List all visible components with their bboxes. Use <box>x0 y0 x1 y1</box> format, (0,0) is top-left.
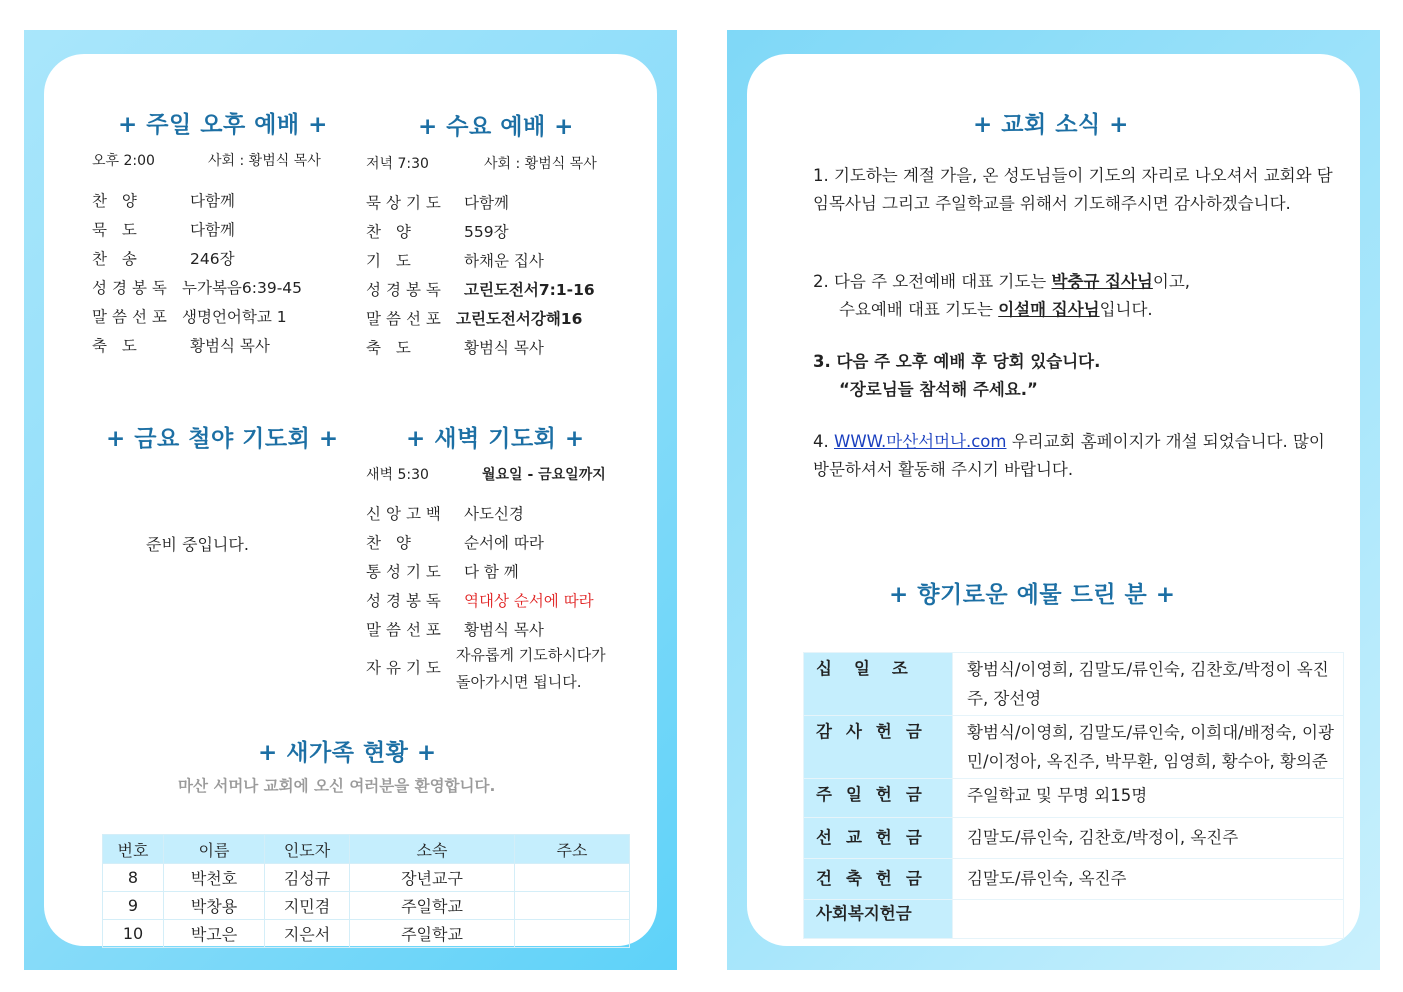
news-text: 2. 다음 주 오전예배 대표 기도는 <box>813 272 1052 291</box>
free-prayer-line: 자유롭게 기도하시다가 <box>456 646 606 664</box>
cell <box>515 892 630 920</box>
friday-prayer-title: + 금요 철야 기도회 + <box>106 426 339 452</box>
dawn-days: 월요일 - 금요일까지 <box>482 467 606 483</box>
right-page <box>727 30 1380 970</box>
wednesday-host: 사회 : 황범식 목사 <box>484 156 597 172</box>
offering-names: 김말도/류인숙, 옥진주 <box>953 859 1344 900</box>
row-label: 찬 양 <box>92 192 142 210</box>
row-label: 성경봉독 <box>366 281 446 299</box>
col-header: 인도자 <box>265 835 350 864</box>
sunday-service-title: + 주일 오후 예배 + <box>118 112 328 138</box>
cell: 박창용 <box>164 892 265 920</box>
row-value: 사도신경 <box>464 505 524 523</box>
free-prayer-line: 돌아가시면 됩니다. <box>456 673 582 691</box>
cell: 박천호 <box>164 864 265 892</box>
dawn-time: 새벽 5:30 <box>366 467 429 483</box>
col-header: 주소 <box>515 835 630 864</box>
cell: 장년교구 <box>350 864 515 892</box>
news-item-3 <box>813 348 1337 404</box>
news-text: “장로님들 참석해 주세요.” <box>839 380 1038 399</box>
col-header: 번호 <box>103 835 164 864</box>
cell: 주일학교 <box>350 892 515 920</box>
prayer-leader-name: 이설매 집사님 <box>998 300 1100 319</box>
wednesday-service-title: + 수요 예배 + <box>418 114 574 140</box>
table-row <box>103 920 630 948</box>
cell: 9 <box>103 892 164 920</box>
row-value: 황범식 목사 <box>190 337 270 355</box>
newcomers-table <box>102 834 630 948</box>
cell: 주일학교 <box>350 920 515 948</box>
wednesday-time: 저녁 7:30 <box>366 156 429 172</box>
free-prayer-text <box>456 642 606 696</box>
cell: 박고은 <box>164 920 265 948</box>
news-text: 4. <box>813 432 834 451</box>
row-label: 묵 도 <box>92 221 142 239</box>
church-news-title: + 교회 소식 + <box>973 112 1129 138</box>
row-label: 신앙고백 <box>366 505 446 523</box>
row-value: 고린도전서7:1-16 <box>464 281 595 299</box>
left-card <box>44 54 657 946</box>
row-value: 246장 <box>190 250 235 268</box>
offering-label: 사회복지헌금 <box>804 900 953 939</box>
offering-names: 김말도/류인숙, 김찬호/박정이, 옥진주 <box>953 818 1344 859</box>
offering-names: 주일학교 및 무명 외15명 <box>953 779 1344 818</box>
cell <box>515 920 630 948</box>
table-row <box>804 779 1344 818</box>
welcome-text: 마산 서머나 교회에 오신 여러분을 환영합니다. <box>178 777 496 795</box>
table-row <box>804 716 1344 779</box>
row-value: 다 함 께 <box>464 563 519 581</box>
row-label: 자유기도 <box>366 659 446 677</box>
cell: 8 <box>103 864 164 892</box>
col-header: 소속 <box>350 835 515 864</box>
offering-names: 황범식/이영희, 김말도/류인숙, 이희대/배정숙, 이광민/이정아, 옥진주, 박무환, 임영희, 황수아, 황의준 <box>953 716 1344 779</box>
news-item-1 <box>813 162 1337 218</box>
cell: 지민겸 <box>265 892 350 920</box>
sunday-host: 사회 : 황범식 목사 <box>208 153 321 169</box>
row-label: 말씀선포 <box>366 621 446 639</box>
row-value: 다함께 <box>190 192 235 210</box>
row-value: 순서에 따라 <box>464 534 544 552</box>
row-value: 고린도전서강해16 <box>456 310 583 328</box>
row-value: 역대상 순서에 따라 <box>464 592 594 610</box>
news-text: 1. 기도하는 계절 가을, 온 성도님들이 기도의 자리로 나오셔서 교회와 담임목사님 그리고 주일학교를 위해서 기도해주시면 감사하겠습니다. <box>813 166 1333 213</box>
table-header-row <box>103 835 630 864</box>
row-label: 기 도 <box>366 252 416 270</box>
row-value: 생명언어학교 1 <box>182 308 287 326</box>
right-card <box>747 54 1360 946</box>
offering-label: 선교헌금 <box>804 818 953 859</box>
news-text: 이고, <box>1152 272 1190 291</box>
row-value: 다함께 <box>190 221 235 239</box>
row-label: 찬 양 <box>366 223 416 241</box>
news-text: 입니다. <box>1099 300 1153 319</box>
left-page <box>24 30 677 970</box>
row-label: 말씀선포 <box>366 310 446 328</box>
row-value: 황범식 목사 <box>464 339 544 357</box>
offering-names <box>953 900 1344 939</box>
homepage-link[interactable]: WWW.마산서머나.com <box>834 432 1007 451</box>
table-row <box>103 864 630 892</box>
table-row <box>804 653 1344 716</box>
row-label: 통성기도 <box>366 563 446 581</box>
cell: 김성규 <box>265 864 350 892</box>
news-text: 수요예배 대표 기도는 <box>839 300 999 319</box>
row-value: 559장 <box>464 223 509 241</box>
row-value: 누가복음6:39-45 <box>182 279 303 297</box>
news-item-2 <box>813 268 1337 324</box>
cell <box>515 864 630 892</box>
offering-label: 감사헌금 <box>804 716 953 779</box>
table-row <box>804 818 1344 859</box>
offering-table <box>803 652 1344 939</box>
offering-label: 십일조 <box>804 653 953 716</box>
prayer-leader-name: 박충규 집사님 <box>1051 272 1153 291</box>
row-label: 축 도 <box>366 339 416 357</box>
news-text: 3. 다음 주 오후 예배 후 당회 있습니다. <box>813 352 1101 371</box>
row-label: 묵상기도 <box>366 194 446 212</box>
cell: 10 <box>103 920 164 948</box>
dawn-prayer-title: + 새벽 기도회 + <box>406 426 585 452</box>
col-header: 이름 <box>164 835 265 864</box>
row-label: 축 도 <box>92 337 142 355</box>
cell: 지은서 <box>265 920 350 948</box>
offering-names: 황범식/이영희, 김말도/류인숙, 김찬호/박정이 옥진주, 장선영 <box>953 653 1344 716</box>
newcomers-title: + 새가족 현황 + <box>258 740 437 766</box>
row-value: 황범식 목사 <box>464 621 544 639</box>
row-value: 하채운 집사 <box>464 252 544 270</box>
row-label: 말씀선포 <box>92 308 172 326</box>
news-text: 우리교회 홈페이지가 개설 되었습니다. 많이 방문하셔서 활동해 주시기 바랍니다. <box>813 432 1325 479</box>
table-row <box>804 900 1344 939</box>
table-row <box>804 859 1344 900</box>
offering-label: 주일헌금 <box>804 779 953 818</box>
row-value: 다함께 <box>464 194 509 212</box>
table-row <box>103 892 630 920</box>
row-label: 성경봉독 <box>92 279 172 297</box>
row-label: 찬 송 <box>92 250 142 268</box>
offering-label: 건축헌금 <box>804 859 953 900</box>
news-item-4 <box>813 428 1337 484</box>
row-label: 성경봉독 <box>366 592 446 610</box>
friday-note: 준비 중입니다. <box>146 535 249 554</box>
row-label: 찬 양 <box>366 534 416 552</box>
offering-title: + 향기로운 예물 드린 분 + <box>889 582 1176 608</box>
sunday-time: 오후 2:00 <box>92 153 155 169</box>
